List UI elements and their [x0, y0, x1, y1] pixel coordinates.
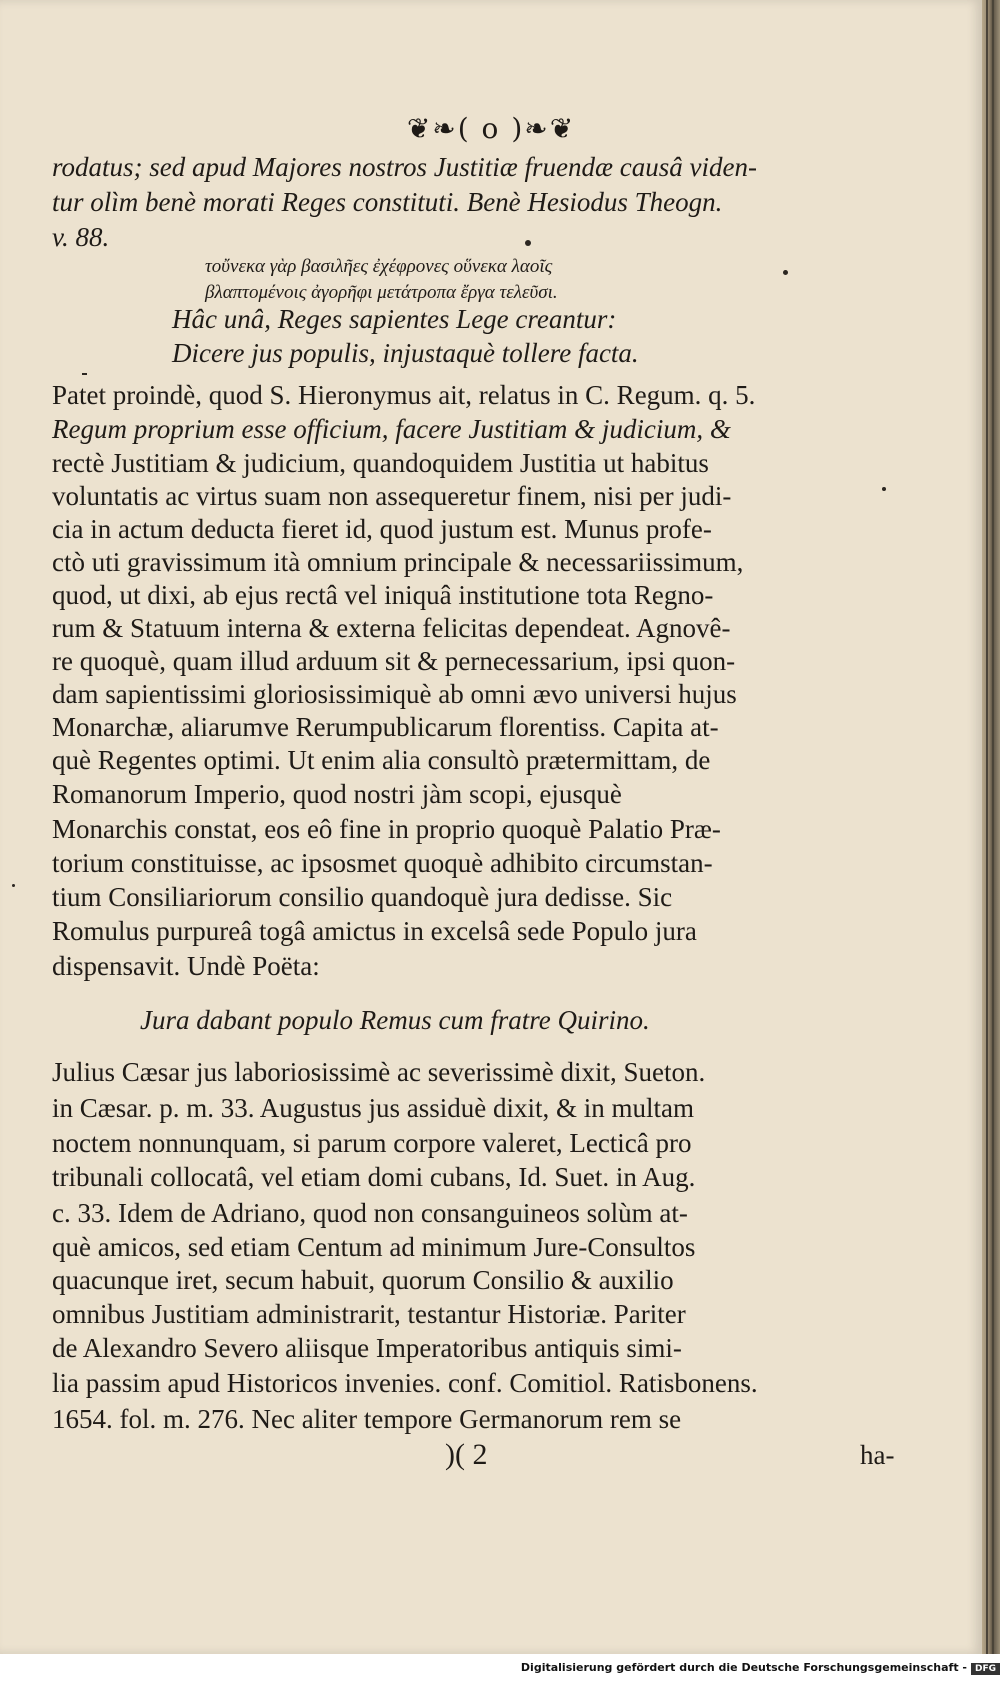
credit-text: Digitalisierung gefördert durch die Deutsche Forschungsgemeinschaft - — [520, 1661, 967, 1674]
book-spine-edge — [982, 0, 1000, 1654]
text-line: voluntatis ac virtus suam non assequeretur finem, nisi per judi- — [52, 481, 732, 511]
text-line: de Alexandro Severo aliisque Imperatoribus antiquis simi- — [52, 1333, 682, 1363]
text-line: 1654. fol. m. 276. Nec aliter tempore Germanorum rem se — [52, 1404, 682, 1434]
text-line: v. 88. — [52, 222, 110, 252]
text-line: rodatus; sed apud Majores nostros Justitiæ fruendæ causâ viden- — [52, 152, 757, 182]
text-line: lia passim apud Historicos invenies. conf. Comitiol. Ratisbonens. — [52, 1368, 758, 1398]
text-line: Julius Cæsar jus laboriosissimè ac severissimè dixit, Sueton. — [52, 1057, 706, 1087]
ink-speck — [525, 240, 531, 246]
page-header-ornament: ❦❧( o )❧❦ — [406, 112, 576, 145]
text-line: Jura dabant populo Remus cum fratre Quirino. — [140, 1005, 650, 1035]
text-line: rectè Justitiam & judicium, quandoquidem Justitia ut habitus — [52, 448, 709, 478]
text-line: τοὔνεκα γὰρ βασιλῆες ἐχέφρονες οὕνεκα λαοῖς — [205, 256, 553, 277]
text-line: dispensavit. Undè Poëta: — [52, 951, 320, 981]
dfg-logo: DFG — [971, 1663, 1000, 1675]
ink-speck — [783, 270, 788, 275]
text-line: noctem nonnunquam, si parum corpore valeret, Lecticâ pro — [52, 1128, 692, 1158]
text-line: ctò uti gravissimum ità omnium principale & necessariissimum, — [52, 547, 744, 577]
text-line: Romulus purpureâ togâ amictus in excelsâ sede Populo jura — [52, 916, 697, 946]
text-line: Hâc unâ, Reges sapientes Lege creantur: — [172, 304, 617, 334]
text-line: tur olìm benè morati Reges constituti. Benè Hesiodus Theogn. — [52, 187, 723, 217]
text-line: Regum proprium esse officium, facere Justitiam & judicium, & — [52, 414, 731, 444]
text-line: Dicere jus populis, injustaquè tollere facta. — [172, 338, 639, 368]
text-line: què Regentes optimi. Ut enim alia consultò prætermittam, de — [52, 745, 711, 775]
ink-speck — [12, 884, 15, 887]
text-line: tium Consiliariorum consilio quandoquè jura dedisse. Sic — [52, 882, 673, 912]
catchword: ha- — [860, 1440, 895, 1470]
text-line: Monarchis constat, eos eô fine in proprio quoquè Palatio Præ- — [52, 814, 721, 844]
text-line: quacunque iret, secum habuit, quorum Consilio & auxilio — [52, 1265, 674, 1295]
text-line: Patet proindè, quod S. Hieronymus ait, relatus in C. Regum. q. 5. — [52, 380, 756, 410]
signature-mark: )( 2 — [445, 1438, 488, 1471]
text-line: re quoquè, quam illud arduum sit & pernecessarium, ipsi quon- — [52, 646, 736, 676]
text-line: què amicos, sed etiam Centum ad minimum Jure-Consultos — [52, 1232, 696, 1262]
text-line: dam sapientissimi gloriosissimiquè ab omni ævo universi hujus — [52, 679, 737, 709]
text-line: Monarchæ, aliarumve Rerumpublicarum florentiss. Capita at- — [52, 712, 719, 742]
text-line: torium constituisse, ac ipsosmet quoquè adhibito circumstan- — [52, 848, 713, 878]
text-line: in Cæsar. p. m. 33. Augustus jus assiduè dixit, & in multam — [52, 1093, 695, 1123]
text-line: omnibus Justitiam administrarit, testantur Historiæ. Pariter — [52, 1299, 686, 1329]
text-line: Romanorum Imperio, quod nostri jàm scopi, ejusquè — [52, 779, 622, 809]
ink-speck — [82, 373, 87, 375]
text-line: cia in actum deducta fieret id, quod justum est. Munus profe- — [52, 514, 712, 544]
ink-speck — [882, 487, 886, 491]
text-line: quod, ut dixi, ab ejus rectâ vel iniquâ institutione tota Regno- — [52, 580, 714, 610]
text-line: rum & Statuum interna & externa felicitas dependeat. Agnovê- — [52, 613, 731, 643]
text-line: tribunali collocatâ, vel etiam domi cubans, Id. Suet. in Aug. — [52, 1162, 696, 1192]
text-line: βλαπτομένοις ἀγορῆφι μετάτροπα ἔργα τελεῦσι. — [205, 282, 558, 303]
digitization-credit — [0, 1656, 1000, 1679]
text-line: c. 33. Idem de Adriano, quod non consanguineos solùm at- — [52, 1198, 688, 1228]
